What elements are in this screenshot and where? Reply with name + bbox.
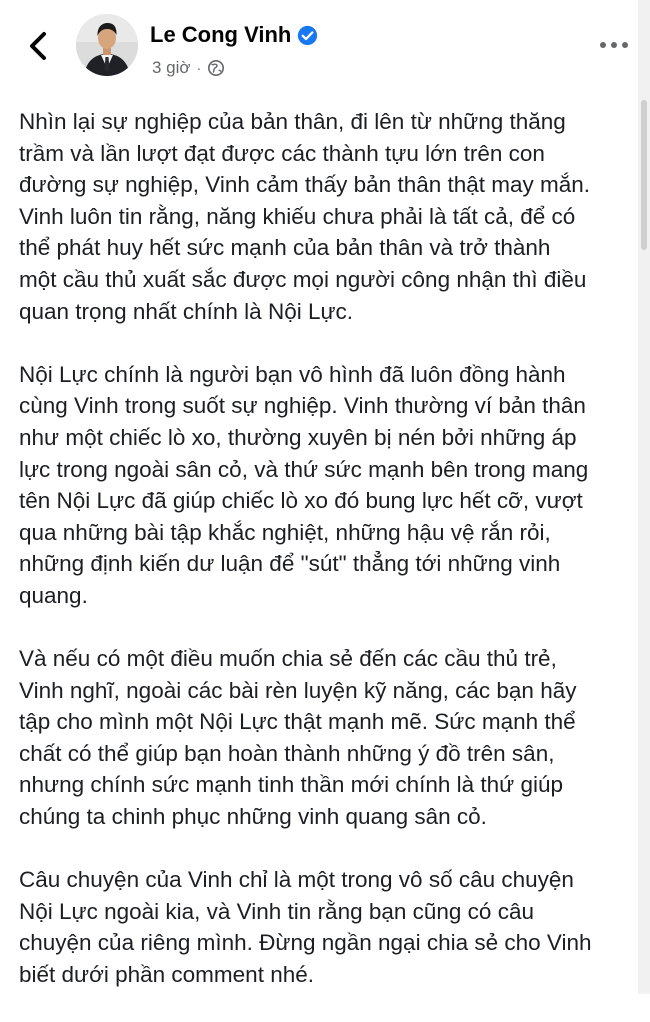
avatar[interactable]	[76, 14, 138, 76]
post-paragraph: Và nếu có một điều muốn chia sẻ đến các cầu thủ trẻ, Vinh nghĩ, ngoài các bài rèn luyện kỹ năng, các bạn hãy tập cho mình một Nội Lực thật mạnh mẽ. Sức mạnh thể chất có thể giúp bạn hoàn thành những ý đồ trên sân, nhưng chính sức mạnh tinh thần mới chính là thứ giúp chúng ta chinh phục những vinh quang sân cỏ.	[19, 646, 577, 830]
post-header	[0, 0, 650, 95]
post-paragraph: Nội Lực chính là người bạn vô hình đã luôn đồng hành cùng Vinh trong suốt sự nghiệp. Vinh thường ví bản thân như một chiếc lò xo, thường xuyên bị nén bởi những áp lực trong ngoài sân cỏ, và thứ sức mạnh bên trong mang tên Nội Lực đã giúp chiếc lò xo đó bung lực hết cỡ, vượt qua những bài tập khắc nghiệt, những hậu vệ rắn rỏi, những định kiến dư luận để "sút" thẳng tới những vinh quang.	[19, 361, 589, 608]
post-body	[19, 106, 627, 1022]
post-meta	[152, 58, 225, 78]
author-name-text: Le Cong Vinh	[150, 22, 292, 47]
post-timestamp[interactable]: 3 giờ	[152, 58, 191, 77]
post-paragraph: Câu chuyện của Vinh chỉ là một trong vô số câu chuyện Nội Lực ngoài kia, và Vinh tin rằng bạn cũng có câu chuyện của riêng mình. Đừng ngần ngại chia sẻ cho Vinh biết dưới phần comment nhé.	[19, 867, 592, 988]
verified-badge-icon	[297, 25, 318, 46]
scrollbar-thumb[interactable]	[641, 100, 647, 250]
profile-photo	[76, 14, 138, 76]
scrollbar-track[interactable]	[638, 0, 650, 994]
chevron-left-icon	[27, 31, 49, 61]
meta-separator: ·	[196, 60, 202, 76]
back-button[interactable]	[20, 28, 56, 64]
author-name[interactable]	[150, 22, 318, 48]
post-paragraph: Nhìn lại sự nghiệp của bản thân, đi lên từ những thăng trầm và lần lượt đạt được các thành tựu lớn trên con đường sự nghiệp, Vinh cảm thấy bản thân thật may mắn. Vinh luôn tin rằng, năng khiếu chưa phải là tất cả, để có thể phát huy hết sức mạnh của bản thân và trở thành một cầu thủ xuất sắc được mọi người công nhận thì điều quan trọng nhất chính là Nội Lực.	[19, 109, 591, 324]
globe-icon[interactable]	[207, 59, 225, 77]
more-dots-icon	[599, 41, 629, 49]
more-options-button[interactable]	[596, 30, 632, 60]
